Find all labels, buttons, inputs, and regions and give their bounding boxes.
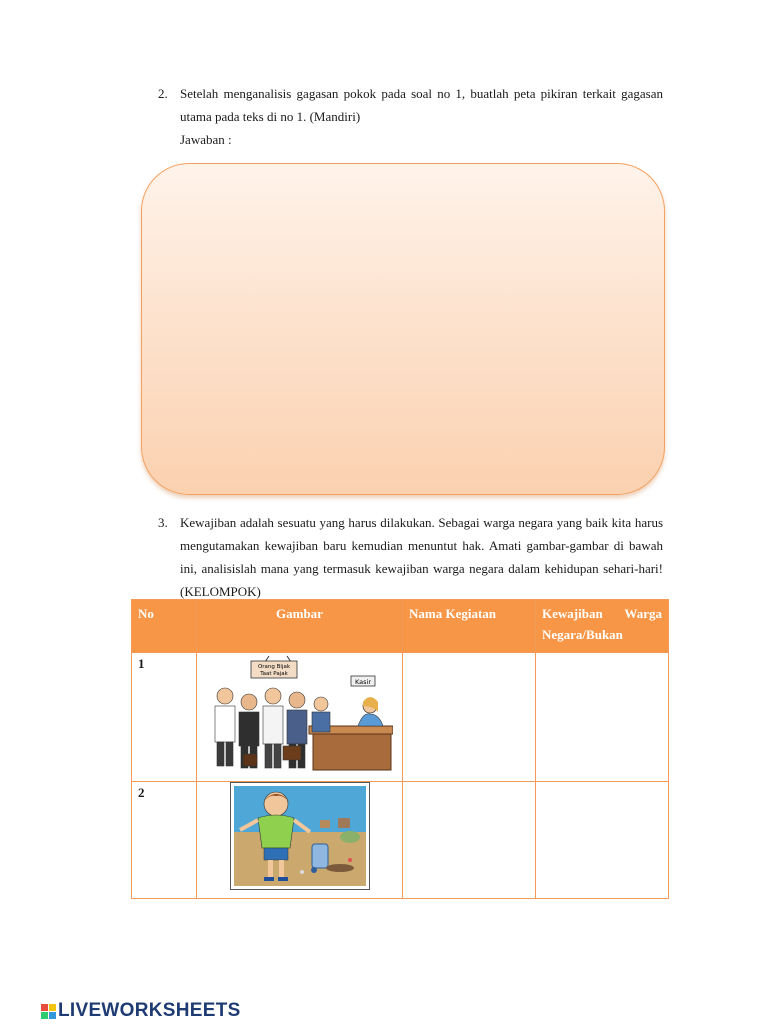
liveworksheets-logo [41, 1000, 241, 1022]
question-3 [158, 511, 663, 603]
activity-table [131, 599, 669, 899]
row-nama-kegiatan[interactable] [403, 782, 536, 899]
row-kewajiban[interactable] [536, 782, 669, 899]
header-kewajiban: Kewajiban Warga Negara/Bukan [536, 600, 669, 653]
answer-label: Jawaban : [180, 132, 232, 147]
answer-box[interactable] [141, 163, 665, 495]
table-row [132, 782, 669, 899]
sign-text-2: Taat Pajak [260, 671, 288, 677]
header-no: No [132, 600, 197, 653]
row-nama-kegiatan[interactable] [403, 653, 536, 782]
question-3-number: 3. [158, 515, 168, 530]
question-3-text: Kewajiban adalah sesuatu yang harus dilakukan. Sebagai warga negara yang baik kita harus mengutamakan kewajiban baru kemudian menuntut hak. Amati gambar-gambar di bawah ini, analisislah mana yang termasuk kewajiban warga negara dalam kehidupan sehari-hari! (KELOMPOK) [180, 515, 663, 599]
brand-icon [41, 1004, 56, 1019]
brand-text: LIVEWORKSHEETS [58, 1000, 241, 1021]
table-row [132, 653, 669, 782]
litter-illustration [230, 782, 370, 890]
sign-text-1: Orang Bijak [257, 664, 291, 670]
row-image-cell [197, 782, 403, 899]
tax-queue-illustration [203, 654, 393, 772]
question-2-text: Setelah menganalisis gagasan pokok pada soal no 1, buatlah peta pikiran terkait gagasan utama pada teks di no 1. (Mandiri) [180, 86, 663, 124]
row-number: 2 [132, 782, 197, 899]
header-nama-kegiatan: Nama Kegiatan [403, 600, 536, 653]
kasir-sign: Kasir [355, 678, 371, 686]
row-image-cell [197, 653, 403, 782]
question-2 [158, 82, 663, 151]
table-header-row [132, 600, 669, 653]
header-gambar: Gambar [197, 600, 403, 653]
question-2-number: 2. [158, 86, 168, 101]
row-number: 1 [132, 653, 197, 782]
row-kewajiban[interactable] [536, 653, 669, 782]
